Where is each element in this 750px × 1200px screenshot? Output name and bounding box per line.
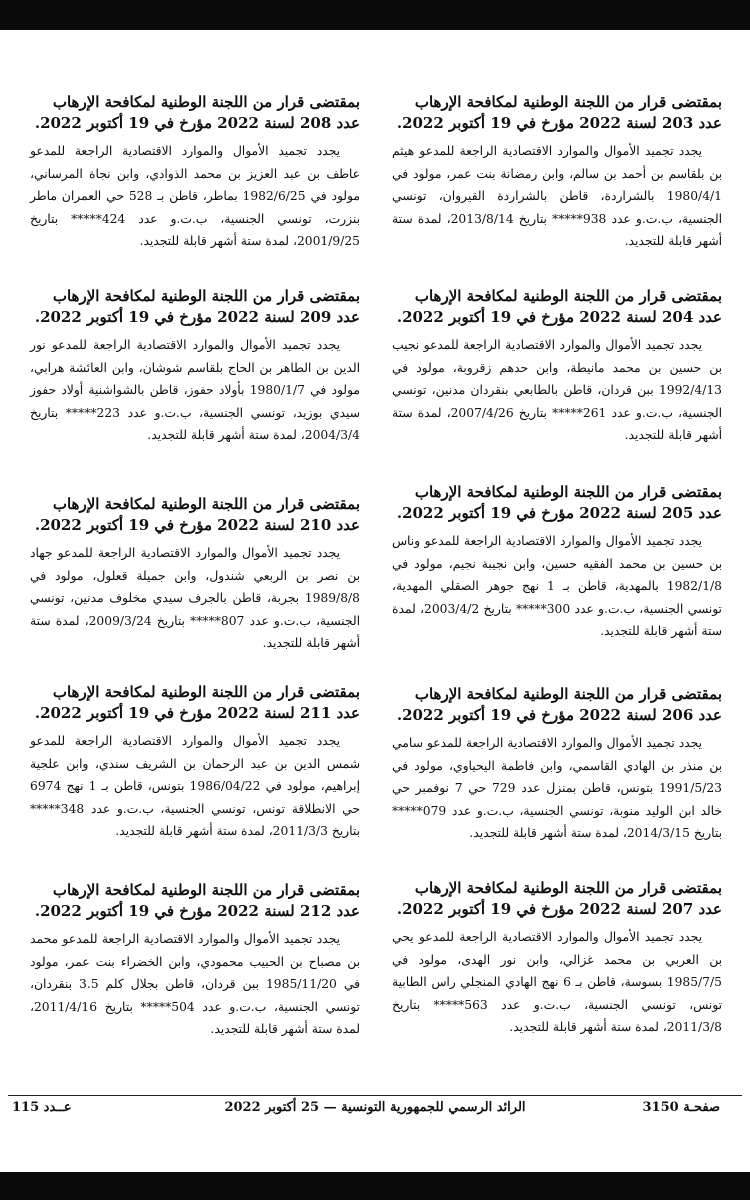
decree-title: بمقتضى قرار من اللجنة الوطنية لمكافحة الإرهاب عدد 204 لسنة 2022 مؤرخ في 19 أكتوبر 2022. <box>396 287 722 326</box>
decree-body: يجدد تجميد الأموال والموارد الاقتصادية الراجعة للمدعو محمد بن مصباح بن الحبيب محمودي، وابن الخضراء بنت عمر، مولود في 1985/11/20 ببن قردان، قاطن بجلال كلم 3.5 بنقردان، تونسي الجنسية، ب.ت.و عدد 504***** بتاريخ 2011/4/16، لمدة ستة أشهر قابلة للتجديد. <box>30 932 360 1036</box>
decree-entry-209 <box>30 286 360 447</box>
page-number: صفحـة 3150 <box>642 1100 720 1115</box>
decree-title: بمقتضى قرار من اللجنة الوطنية لمكافحة الإرهاب عدد 207 لسنة 2022 مؤرخ في 19 أكتوبر 2022. <box>396 879 722 918</box>
decree-title: بمقتضى قرار من اللجنة الوطنية لمكافحة الإرهاب عدد 203 لسنة 2022 مؤرخ في 19 أكتوبر 2022. <box>396 93 722 132</box>
decree-entry-206 <box>392 684 722 845</box>
footer-rule <box>8 1095 742 1096</box>
decree-entry-207 <box>392 878 722 1039</box>
decree-body: يجدد تجميد الأموال والموارد الاقتصادية الراجعة للمدعو نور الدين بن الطاهر بن الحاج بلقاسم شوشان، وابن العائشة هرابي، مولود في 1980/1/7 بأولاد حفوز، قاطن بالشواشنية أولاد حفوز سيدي بوزيد، تونسي الجنسية، ب.ت.و عدد 223***** بتاريخ 2004/3/4، لمدة ستة أشهر قابلة للتجديد. <box>30 338 360 442</box>
issue-number: عــدد 115 <box>12 1100 72 1115</box>
decree-body: يجدد تجميد الأموال والموارد الاقتصادية الراجعة للمدعو جهاد بن نصر بن الربعي شندول، وابن جميلة قعلول، مولود في 1989/8/8 بجربة، قاطن بالجرف سيدي مخلوف مدنين، تونسي الجنسية، ب.ت.و عدد 807***** بتاريخ 2009/3/24، لمدة ستة أشهر قابلة للتجديد. <box>30 546 360 650</box>
decree-body: يجدد تجميد الأموال والموارد الاقتصادية الراجعة للمدعو سامي بن منذر بن الهادي القاسمي، وابن فاطمة اليحياوي، مولود في 1991/5/23 بتونس، قاطن بمنزل عدد 729 حي 7 نوفمبر حي خالد ابن الوليد منوبة، تونسي الجنسية، ب.ت.و عدد 079***** بتاريخ 2014/3/15، لمدة ستة أشهر قابلة للتجديد. <box>392 736 722 840</box>
decree-body: يجدد تجميد الأموال والموارد الاقتصادية الراجعة للمدعو يحي بن العربي بن محمد غزالي، وابن نور الهدى، مولود في 1985/7/5 بسوسة، قاطن بـ 6 نهج الهادي المنجلي راس الطابية تونس، تونسي الجنسية، ب.ت.و عدد 563***** بتاريخ 2011/3/8، لمدة ستة أشهر قابلة للتجديد. <box>392 930 722 1034</box>
decree-title: بمقتضى قرار من اللجنة الوطنية لمكافحة الإرهاب عدد 208 لسنة 2022 مؤرخ في 19 أكتوبر 2022. <box>34 93 360 132</box>
decree-body: يجدد تجميد الأموال والموارد الاقتصادية الراجعة للمدعو شمس الدين بن عبد الرحمان بن الشريف سندي، وابن علجية إبراهيم، مولود في 1986/04/22 بتونس، قاطن بـ 1 نهج 6974 حي الانطلاقة تونس، تونسي الجنسية، ب.ت.و عدد 348***** بتاريخ 2011/3/3، لمدة ستة أشهر قابلة للتجديد. <box>30 734 360 838</box>
decree-title: بمقتضى قرار من اللجنة الوطنية لمكافحة الإرهاب عدد 211 لسنة 2022 مؤرخ في 19 أكتوبر 2022. <box>34 683 360 722</box>
decree-title: بمقتضى قرار من اللجنة الوطنية لمكافحة الإرهاب عدد 206 لسنة 2022 مؤرخ في 19 أكتوبر 2022. <box>396 685 722 724</box>
decree-entry-205 <box>392 482 722 643</box>
decree-body: يجدد تجميد الأموال والموارد الاقتصادية الراجعة للمدعو نجيب بن حسين بن محمد مانيطة، وابن حدهم زقروبة، مولود في 1992/4/13 ببن قردان، قاطن بالطابعي بنقردان مدنين، تونسي الجنسية، ب.ت.و عدد 261***** بتاريخ 2007/4/26، لمدة ستة أشهر قابلة للتجديد. <box>392 338 722 442</box>
decree-entry-212 <box>30 880 360 1041</box>
decree-entry-210 <box>30 494 360 655</box>
decree-entry-203 <box>392 92 722 253</box>
decree-entry-208 <box>30 92 360 253</box>
decree-entry-211 <box>30 682 360 843</box>
decree-title: بمقتضى قرار من اللجنة الوطنية لمكافحة الإرهاب عدد 210 لسنة 2022 مؤرخ في 19 أكتوبر 2022. <box>34 495 360 534</box>
bottom-dark-border <box>0 1172 750 1200</box>
decree-body: يجدد تجميد الأموال والموارد الاقتصادية الراجعة للمدعو عاطف بن عبد العزيز بن محمد الذوادي، وابن نجاة المرساني، مولود في 1982/6/25 بماطر، قاطن بـ 528 حي العمران ماطر بنزرت، تونسي الجنسية، ب.ت.و عدد 424***** بتاريخ 2001/9/25، لمدة ستة أشهر قابلة للتجديد. <box>30 144 360 248</box>
decree-body: يجدد تجميد الأموال والموارد الاقتصادية الراجعة للمدعو وناس بن حسين بن محمد الفقيه حسين، وابن نجيبة نجيم، مولود في 1982/1/8 بالمهدية، قاطن بـ 1 نهج جوهر الصقلي المهدية، تونسي الجنسية، ب.ت.و عدد 300***** بتاريخ 2003/4/2، لمدة ستة أشهر قابلة للتجديد. <box>392 534 722 638</box>
top-dark-border <box>0 0 750 30</box>
journal-title: الرائد الرسمي للجمهورية التونسية — 25 أكتوبر 2022 <box>224 1100 526 1115</box>
decree-entry-204 <box>392 286 722 447</box>
decree-body: يجدد تجميد الأموال والموارد الاقتصادية الراجعة للمدعو هيثم بن بلقاسم بن أحمد بن سالم، وابن رمضانة بنت عمر، مولود في 1980/4/1 بالشراردة، قاطن بالشراردة القيروان، تونسي الجنسية، ب.ت.و عدد 938***** بتاريخ 2013/8/14، لمدة ستة أشهر قابلة للتجديد. <box>392 144 722 248</box>
decree-title: بمقتضى قرار من اللجنة الوطنية لمكافحة الإرهاب عدد 205 لسنة 2022 مؤرخ في 19 أكتوبر 2022. <box>396 483 722 522</box>
decree-title: بمقتضى قرار من اللجنة الوطنية لمكافحة الإرهاب عدد 209 لسنة 2022 مؤرخ في 19 أكتوبر 2022. <box>34 287 360 326</box>
decree-title: بمقتضى قرار من اللجنة الوطنية لمكافحة الإرهاب عدد 212 لسنة 2022 مؤرخ في 19 أكتوبر 2022. <box>34 881 360 920</box>
